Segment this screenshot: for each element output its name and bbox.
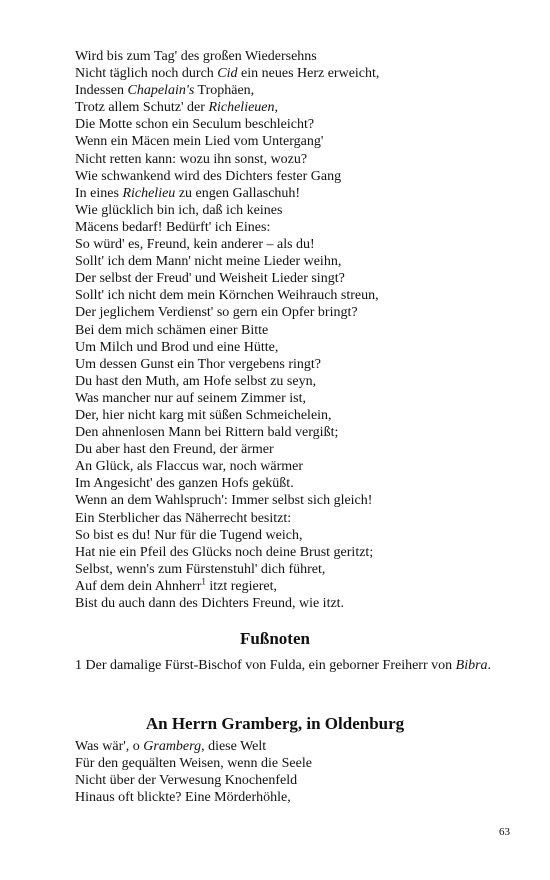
verse-line: Hinaus oft blickte? Eine Mörderhöhle, bbox=[75, 790, 291, 806]
footnote-1: 1 Der damalige Fürst-Bischof von Fulda, ein geborner Freiherr von Bibra. bbox=[75, 658, 492, 673]
verse-line: Wie schwankend wird des Dichters fester Gang bbox=[75, 168, 342, 184]
verse-line: Was wär', o Gramberg, diese Welt bbox=[75, 739, 267, 754]
verse-line: Ein Sterblicher das Näherrecht besitzt: bbox=[75, 510, 292, 526]
verse-line: So würd' es, Freund, kein anderer – als du! bbox=[75, 237, 315, 253]
verse-line: Hat nie ein Pfeil des Glücks noch deine Brust geritzt; bbox=[75, 544, 374, 560]
verse-line: Selbst, wenn's zum Fürstenstuhl' dich führet, bbox=[75, 561, 326, 577]
verse-line: Die Motte schon ein Seculum beschleicht? bbox=[75, 117, 315, 133]
poem-title: An Herrn Gramberg, in Oldenburg bbox=[145, 714, 405, 733]
italic-text: Cid bbox=[217, 66, 238, 82]
verse-line: Wenn an dem Wahlspruch': Immer selbst sich gleich! bbox=[75, 493, 373, 509]
verse-line: Du hast den Muth, am Hofe selbst zu seyn, bbox=[75, 373, 317, 389]
verse-line: Sollt' ich dem Mann' nicht meine Lieder weihn, bbox=[75, 254, 342, 270]
verse-line: Trotz allem Schutz' der Richelieuen, bbox=[75, 100, 279, 116]
verse-line: Bist du auch dann des Dichters Freund, wie itzt. bbox=[75, 596, 345, 611]
verse-line: Wenn ein Mäcen mein Lied vom Untergang' bbox=[75, 134, 324, 150]
verse-line: Wie glücklich bin ich, daß ich keines bbox=[75, 202, 283, 218]
verse-line: Nicht täglich noch durch Cid ein neues Herz erweicht, bbox=[75, 66, 380, 82]
verse-line: Wird bis zum Tag' des großen Wiedersehns bbox=[75, 49, 317, 64]
poem-continuation bbox=[75, 48, 515, 612]
verse-line: Nicht retten kann: wozu ihn sonst, wozu? bbox=[75, 151, 308, 167]
verse-line: Du aber hast den Freund, der ärmer bbox=[75, 442, 274, 458]
verse-line: Nicht über der Verwesung Knochenfeld bbox=[75, 773, 298, 789]
verse-line: In eines Richelieu zu engen Gallaschuh! bbox=[75, 185, 301, 201]
verse-line: Was mancher nur auf seinem Zimmer ist, bbox=[75, 390, 306, 406]
page-number: 63 bbox=[499, 826, 510, 838]
verse-line: Im Angesicht' des ganzen Hofs geküßt. bbox=[75, 476, 294, 492]
verse-line: Den ahnenlosen Mann bei Rittern bald vergißt; bbox=[75, 425, 339, 441]
verse-line: Der, hier nicht karg mit süßen Schmeichelein, bbox=[75, 407, 332, 423]
verse-line: So bist es du! Nur für die Tugend weich, bbox=[75, 527, 303, 543]
verse-line: Indessen Chapelain's Trophäen, bbox=[75, 83, 255, 99]
verse-line: Für den gequälten Weisen, wenn die Seele bbox=[75, 756, 312, 772]
italic-text: Gramberg, bbox=[143, 739, 205, 754]
verse-line: Sollt' ich nicht dem mein Körnchen Weihrauch streun, bbox=[75, 288, 379, 304]
italic-text: Chapelain's bbox=[127, 83, 195, 99]
italic-text: Bibra bbox=[455, 658, 488, 673]
verse-line: Um Milch und Brod und eine Hütte, bbox=[75, 339, 279, 355]
verse-line: Bei dem mich schämen einer Bitte bbox=[75, 322, 269, 338]
verse-line: Der selbst der Freud' und Weisheit Lieder singt? bbox=[75, 271, 345, 287]
verse-line: Der jeglichem Verdienst' so gern ein Opfer bringt? bbox=[75, 305, 358, 321]
poem-opening bbox=[75, 738, 515, 806]
italic-text: Richelieu bbox=[122, 185, 176, 201]
verse-line: Mäcens bedarf! Bedürft' ich Eines: bbox=[75, 219, 271, 235]
footnotes-heading: Fußnoten bbox=[240, 629, 310, 648]
footnote-marker[interactable]: 1 bbox=[201, 576, 206, 587]
verse-line: An Glück, als Flaccus war, noch wärmer bbox=[75, 459, 304, 475]
italic-text: Richelieuen, bbox=[208, 100, 279, 116]
verse-line: Um dessen Gunst ein Thor vergebens ringt? bbox=[75, 356, 321, 372]
verse-line: Auf dem dein Ahnherr$^1$ itzt regieret, bbox=[75, 576, 277, 594]
